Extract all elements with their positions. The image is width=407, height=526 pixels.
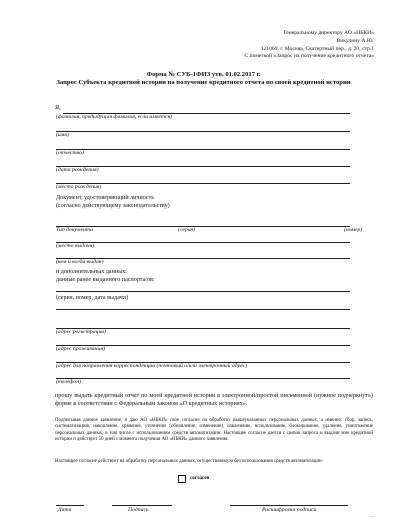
name-line[interactable] <box>56 131 350 132</box>
issued-place-label: (место выдачи) <box>56 243 95 249</box>
birth-place-label: (место рождения) <box>56 184 102 190</box>
prev-passport-line-2[interactable] <box>56 309 350 310</box>
issued-place-line[interactable] <box>56 242 350 243</box>
doc-number-label: (номер) <box>344 227 363 233</box>
doc-series-label: (серия) <box>178 227 196 233</box>
birth-date-label: (дата рождения) <box>56 167 99 173</box>
date-label: Дата <box>58 507 72 513</box>
decode-line[interactable] <box>230 505 348 506</box>
form-title: Запрос Субъекта кредитной истории на получение кредитного отчета по своей кредитной истории <box>56 79 351 86</box>
document-line[interactable] <box>56 226 350 227</box>
request-text: прошу выдать кредитный отчет по моей кредитной истории в электронной/простой письменной (нужное подчеркнуть) форме в соответствии с Федеральным законом «О кредитных историях». <box>55 392 373 408</box>
form-title-block <box>40 71 367 87</box>
issued-by-label: (кем и когда выдан) <box>56 259 104 265</box>
recipient-note: С пометкой «Запрос на получение кредитного отчета» <box>244 53 374 60</box>
prev-passport-line[interactable] <box>56 291 350 292</box>
patronymic-label: (отчество) <box>56 150 84 156</box>
consent-checkbox-label: согласен <box>190 476 210 481</box>
decode-label: Расшифровка подписи <box>262 507 317 513</box>
i-prefix: Я, <box>55 105 61 111</box>
document-subheading: (согласно действующему законодательству) <box>56 203 170 209</box>
recipient-block <box>245 30 374 61</box>
extra-data-heading: и дополнительных данных: <box>56 269 127 275</box>
signature-label: Подпись <box>128 507 149 513</box>
consent-text: Подписывая данное заявление, я даю АО «НБКИ» свое согласие на обработку вышеуказанных персональных данных, а именно: сбор, запись, систематизацию, накопление, хранение, уточнение (обновление, изменение), извлечение, использование, блокирование, удаление, уничтожение персональных данных, в том числе с использованием средств автоматизации. Настоящее согласие дается с целью запроса и выдачи мне кредитной истории и действует 50 дней с момента получения АО «НБКИ» данного заявления. <box>55 418 373 443</box>
patronymic-line[interactable] <box>56 149 350 150</box>
recipient-line-2: Викулину А.Ю. <box>336 37 374 44</box>
prev-passport-heading: данные ранее выданного паспорта/ов: <box>56 277 155 283</box>
phone-label: (телефон) <box>56 379 81 385</box>
surname-label: (фамилия, предыдущая фамилия, если имеется) <box>56 114 173 120</box>
recipient-line-1: Генеральному директору АО «НБКИ» <box>283 30 374 36</box>
automation-text: Настоящее согласие действует на обработку персональных данных, осуществляемую без использования средств автоматизации: <box>55 459 323 464</box>
consent-checkbox[interactable] <box>178 475 186 483</box>
correspondence-label: (адрес для направления корреспонденции (почтовый и/или электронный адрес) <box>56 363 248 369</box>
date-line[interactable] <box>56 505 84 506</box>
form-number: Форма № СУБ-1ФИЗ утв. 01.02.2017 г. <box>146 71 261 78</box>
corner-mark: — <box>369 515 374 520</box>
name-label: (имя) <box>56 132 69 138</box>
residence-label: (адрес проживания) <box>56 346 105 352</box>
birth-date-line[interactable] <box>56 166 350 167</box>
recipient-address: 121069, г. Москва, Скатертный пер., д. 20, стр.1 <box>260 45 374 52</box>
document-heading: Документ, удостоверяющий личность <box>56 195 155 201</box>
reg-address-label: (адрес регистрации) <box>56 329 107 335</box>
signature-line[interactable] <box>112 505 172 506</box>
phone-line[interactable] <box>56 378 350 379</box>
prev-passport-label: (серия, номер, дата выдачи) <box>56 295 129 301</box>
doc-type-label: Тип документа <box>56 227 93 233</box>
